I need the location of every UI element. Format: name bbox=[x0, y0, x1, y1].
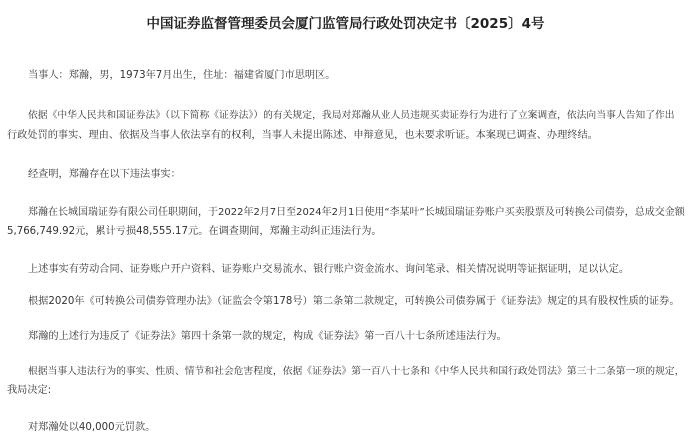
violation-text: 郑瀚的上述行为违反了《证券法》第四十条第一款的规定，构成《证券法》第一百八十七条所述违法行为。 bbox=[28, 331, 507, 342]
fact-paragraph-cont bbox=[7, 222, 683, 241]
evidence-paragraph bbox=[28, 260, 679, 279]
basis-line-1: 依据《中华人民共和国证券法》（以下简称《证券法》）的有关规定，我局对郑瀚从业人员违规买卖证券行为进行了立案调查，依法向当事人告知了作出 bbox=[28, 110, 675, 121]
party-text: 当事人：郑瀚，男，1973年7月出生，住址：福建省厦门市思明区。 bbox=[28, 70, 336, 81]
party-paragraph bbox=[28, 66, 679, 85]
fact-paragraph bbox=[28, 203, 687, 222]
regulation-text: 根据2020年《可转换公司债券管理办法》（证监会令第178号）第二条第二款规定，可转换公司债券属于《证券法》规定的具有股权性质的证券。 bbox=[28, 296, 680, 307]
found-paragraph bbox=[28, 165, 679, 184]
found-text: 经查明，郑瀚存在以下违法事实： bbox=[28, 169, 181, 180]
decision-paragraph bbox=[28, 362, 687, 381]
document-title: 中国证券监督管理委员会厦门监管局行政处罚决定书〔2025〕4号 bbox=[146, 16, 545, 32]
evidence-text: 上述事实有劳动合同、证券账户开户资料、证券账户交易流水、银行账户资金流水、询问笔录、相关情况说明等证据证明，足以认定。 bbox=[28, 264, 630, 275]
basis-paragraph bbox=[28, 106, 683, 125]
decision-line-1: 根据当事人违法行为的事实、性质、情节和社会危害程度，依据《证券法》第一百八十七条和《中华人民共和国行政处罚法》第三十二条第一项的规定， bbox=[28, 366, 685, 377]
fact-line-1: 郑瀚在长城国瑞证券有限公司任职期间，于2022年2月7日至2024年2月1日使用“李某叶”长城国瑞证券账户买卖股票及可转换公司债券，总成交金额 bbox=[28, 207, 685, 218]
penalty-text: 对郑瀚处以40,000元罚款。 bbox=[28, 422, 156, 433]
regulation-paragraph bbox=[28, 292, 679, 311]
basis-line-2: 行政处罚的事实、理由、依据及当事人依法享有的权利，当事人未提出陈述、申辩意见，也未要求听证。本案现已调查、办理终结。 bbox=[7, 130, 598, 141]
basis-paragraph-cont bbox=[7, 126, 683, 145]
penalty-paragraph bbox=[28, 418, 679, 437]
fact-line-2: 5,766,749.92元，累计亏损48,555.17元。在调查期间，郑瀚主动纠正违法行为。 bbox=[7, 226, 382, 237]
decision-line-2: 我局决定: bbox=[7, 385, 52, 396]
violation-paragraph bbox=[28, 327, 679, 346]
decision-paragraph-cont bbox=[7, 381, 683, 400]
